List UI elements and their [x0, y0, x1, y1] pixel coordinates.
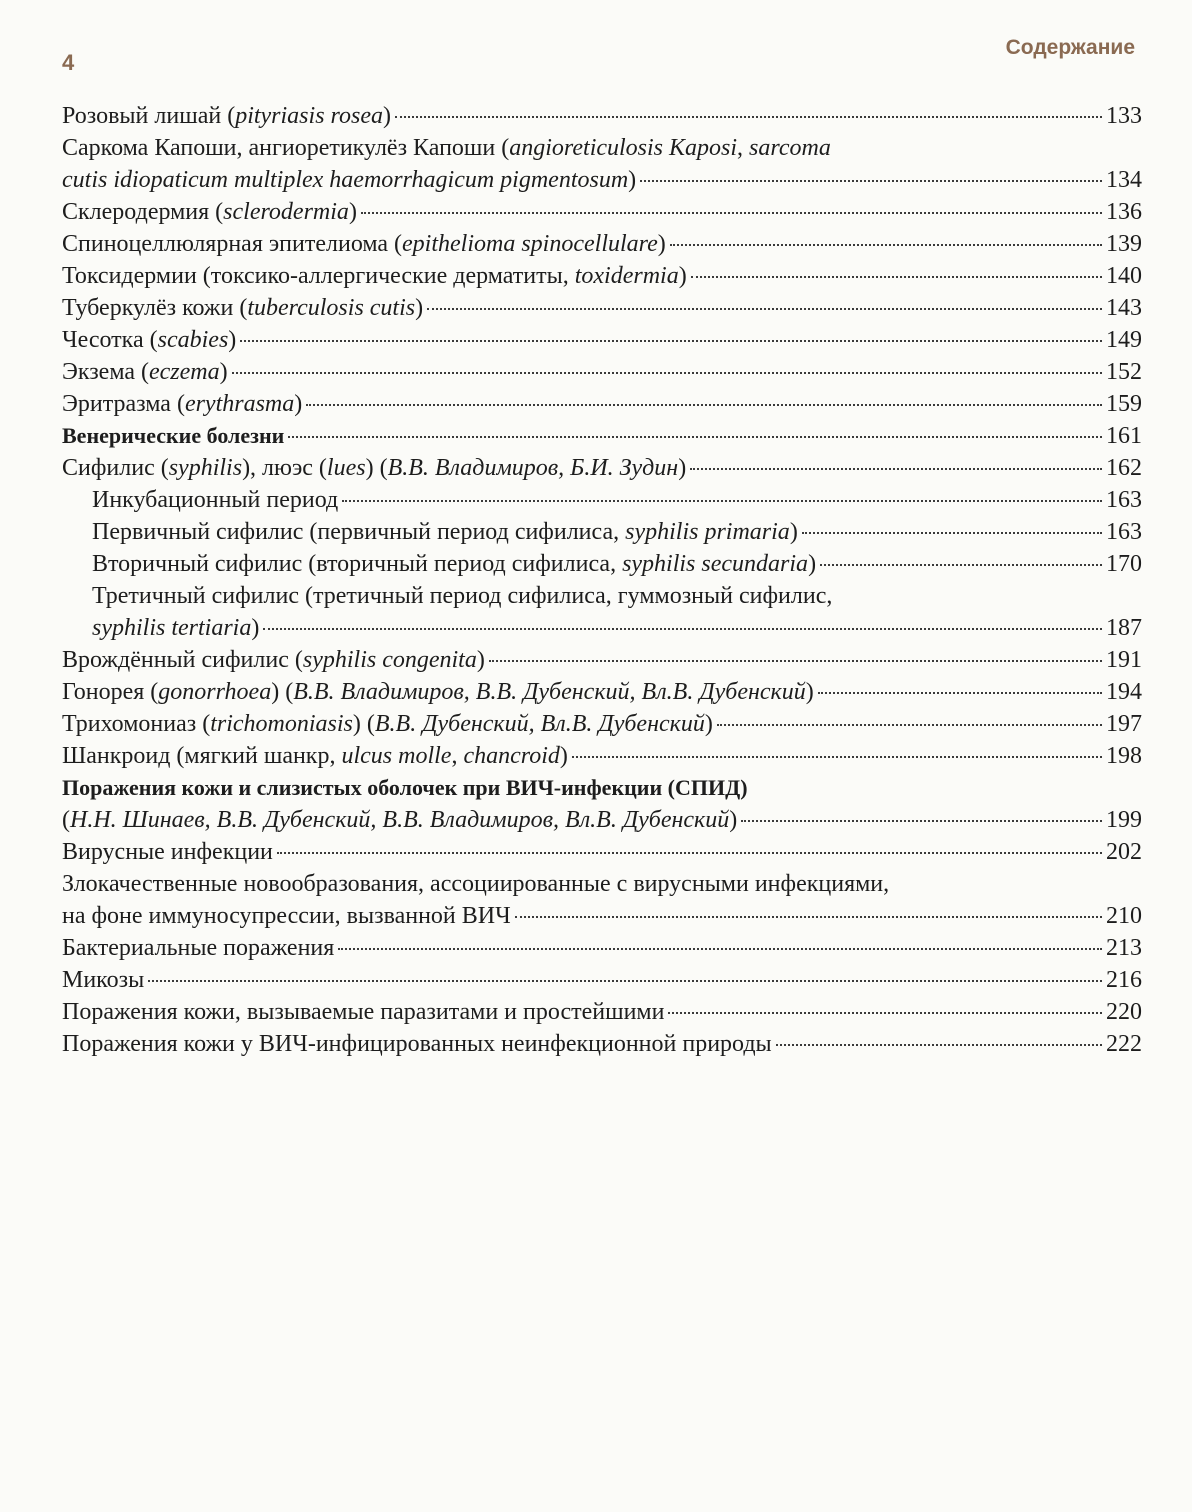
leader-dots	[232, 372, 1102, 374]
toc-entry: Поражения кожи у ВИЧ-инфицированных неинфекционной природы 222	[62, 1028, 1142, 1060]
toc-subentry: Инкубационный период 163	[62, 484, 1142, 516]
toc-subentry: Первичный сифилис (первичный период сифилиса, syphilis primaria) 163	[62, 516, 1142, 548]
page-ref: 139	[1106, 231, 1142, 257]
leader-dots	[640, 180, 1102, 182]
toc-entry: Токсидермии (токсико-аллергические дерматиты, toxidermia) 140	[62, 260, 1142, 292]
page-ref: 191	[1106, 647, 1142, 673]
page-ref: 170	[1106, 551, 1142, 577]
page-ref: 197	[1106, 711, 1142, 737]
leader-dots	[818, 692, 1102, 694]
toc-entry: Поражения кожи, вызываемые паразитами и простейшими 220	[62, 996, 1142, 1028]
toc-entry: Сифилис (syphilis), люэс (lues) (В.В. Владимиров, Б.И. Зудин) 162	[62, 452, 1142, 484]
page-ref: 140	[1106, 263, 1142, 289]
page-ref: 222	[1106, 1031, 1142, 1057]
toc-subentry: Третичный сифилис (третичный период сифилиса, гуммозный сифилис,	[92, 583, 833, 609]
page-ref: 194	[1106, 679, 1142, 705]
page-ref: 210	[1106, 903, 1142, 929]
toc-entry: Врождённый сифилис (syphilis congenita) 191	[62, 644, 1142, 676]
toc-entry: Чесотка (scabies) 149	[62, 324, 1142, 356]
page-ref: 163	[1106, 487, 1142, 513]
toc-entry: Трихомониаз (trichomoniasis) (В.В. Дубенский, Вл.В. Дубенский) 197	[62, 708, 1142, 740]
toc-entry: Экзема (eczema) 152	[62, 356, 1142, 388]
leader-dots	[148, 980, 1102, 982]
page-ref: 133	[1106, 103, 1142, 129]
page-ref: 213	[1106, 935, 1142, 961]
toc-entry: Шанкроид (мягкий шанкр, ulcus molle, chancroid) 198	[62, 740, 1142, 772]
toc-entry: Эритразма (erythrasma) 159	[62, 388, 1142, 420]
page-ref: 202	[1106, 839, 1142, 865]
leader-dots	[427, 308, 1102, 310]
page-ref: 161	[1106, 423, 1142, 449]
toc-section-heading: Поражения кожи и слизистых оболочек при ВИЧ-инфекции (СПИД)	[62, 775, 748, 800]
page-ref: 136	[1106, 199, 1142, 225]
toc-entry-continuation: cutis idiopaticum multiplex haemorrhagicum pigmentosum) 134	[62, 164, 1142, 196]
toc-section-heading: Венерические болезни 161	[62, 420, 1142, 452]
leader-dots	[395, 116, 1102, 118]
page-number: 4	[62, 50, 75, 75]
toc-subentry: Вторичный сифилис (вторичный период сифилиса, syphilis secundaria) 170	[62, 548, 1142, 580]
toc-entry: Злокачественные новообразования, ассоциированные с вирусными инфекциями,	[62, 871, 890, 897]
page-ref: 163	[1106, 519, 1142, 545]
leader-dots	[717, 724, 1102, 726]
page-ref: 143	[1106, 295, 1142, 321]
leader-dots	[263, 628, 1102, 630]
leader-dots	[690, 468, 1102, 470]
leader-dots	[572, 756, 1102, 758]
leader-dots	[691, 276, 1102, 278]
toc-section-authors: (Н.Н. Шинаев, В.В. Дубенский, В.В. Владимиров, Вл.В. Дубенский) 199	[62, 804, 1142, 836]
page-ref: 198	[1106, 743, 1142, 769]
table-of-contents	[62, 100, 1142, 1060]
toc-entry: Гонорея (gonorrhoea) (В.В. Владимиров, В.В. Дубенский, Вл.В. Дубенский) 194	[62, 676, 1142, 708]
leader-dots	[802, 532, 1102, 534]
toc-entry-continuation: на фоне иммуносупрессии, вызванной ВИЧ 210	[62, 900, 1142, 932]
page-ref: 159	[1106, 391, 1142, 417]
leader-dots	[489, 660, 1102, 662]
toc-entry: Туберкулёз кожи (tuberculosis cutis) 143	[62, 292, 1142, 324]
leader-dots	[240, 340, 1102, 342]
toc-entry: Бактериальные поражения 213	[62, 932, 1142, 964]
leader-dots	[741, 820, 1102, 822]
leader-dots	[277, 852, 1102, 854]
page-ref: 134	[1106, 167, 1142, 193]
page-ref: 199	[1106, 807, 1142, 833]
page-ref: 216	[1106, 967, 1142, 993]
leader-dots	[668, 1012, 1102, 1014]
toc-entry: Спиноцеллюлярная эпителиома (epithelioma spinocellulare) 139	[62, 228, 1142, 260]
toc-entry: Микозы 216	[62, 964, 1142, 996]
toc-entry: Вирусные инфекции 202	[62, 836, 1142, 868]
leader-dots	[515, 916, 1102, 918]
toc-subentry-continuation: syphilis tertiaria) 187	[62, 612, 1142, 644]
leader-dots	[361, 212, 1102, 214]
leader-dots	[342, 500, 1102, 502]
page-ref: 149	[1106, 327, 1142, 353]
toc-entry: Розовый лишай (pityriasis rosea) 133	[62, 100, 1142, 132]
page-ref: 187	[1106, 615, 1142, 641]
toc-entry: Склеродермия (sclerodermia) 136	[62, 196, 1142, 228]
leader-dots	[820, 564, 1102, 566]
page-ref: 152	[1106, 359, 1142, 385]
leader-dots	[288, 436, 1102, 438]
leader-dots	[338, 948, 1102, 950]
page-ref: 220	[1106, 999, 1142, 1025]
toc-entry: Саркома Капоши, ангиоретикулёз Капоши (angioreticulosis Kaposi, sarcoma	[62, 135, 831, 161]
page-ref: 162	[1106, 455, 1142, 481]
leader-dots	[670, 244, 1102, 246]
running-head: Содержание	[1005, 36, 1135, 59]
leader-dots	[776, 1044, 1102, 1046]
leader-dots	[306, 404, 1102, 406]
